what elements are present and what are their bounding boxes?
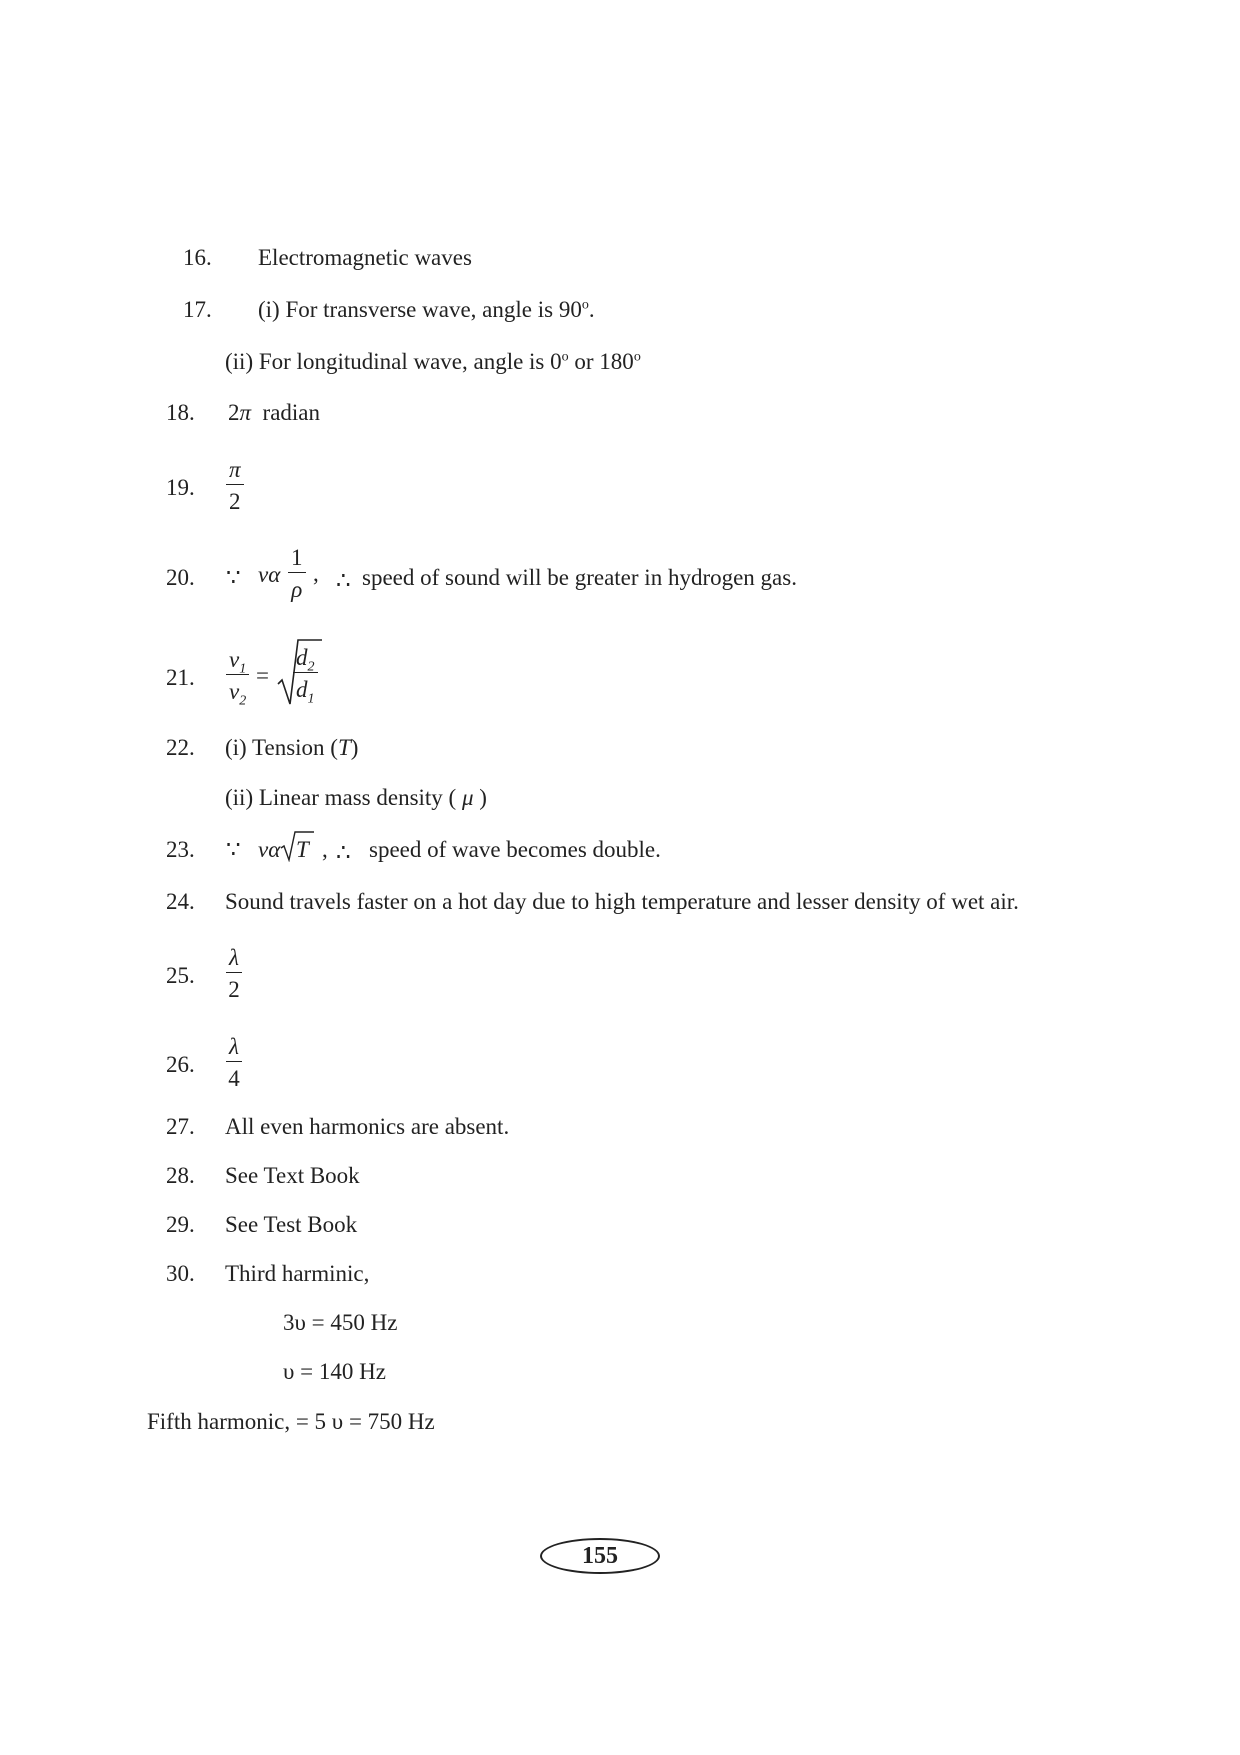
answer-28-text: See Text Book — [225, 1163, 360, 1188]
answer-19-fraction: $\frac{\pi}{2}$ — [226, 458, 244, 513]
answer-21-left-fraction: $\frac{v_1}{v_2}$ — [226, 648, 249, 703]
answer-22-line1: (i) Tension (T) — [225, 735, 359, 760]
answer-30-eq1: 3υ = 450 Hz — [283, 1310, 398, 1335]
answer-23-expr: vα — [258, 837, 281, 862]
answer-number-19: 19. — [166, 475, 195, 500]
answer-16-text: Electromagnetic waves — [258, 245, 472, 270]
answer-number-22: 22. — [166, 735, 195, 760]
answer-number-26: 26. — [166, 1052, 195, 1077]
answer-number-23: 23. — [166, 837, 195, 862]
answer-17-line1: (i) For transverse wave, angle is 90$^o$. — [258, 297, 595, 322]
answer-24-text: Sound travels faster on a hot day due to high temperature and lesser density of wet air. — [225, 889, 1019, 914]
answer-number-20: 20. — [166, 565, 195, 590]
answer-21-right-fraction: $\frac{d_2}{d_1}$ — [293, 646, 318, 701]
answer-20-expr: vα — [258, 562, 281, 587]
page-number: 155 — [540, 1538, 660, 1574]
therefore-symbol: ∴ — [336, 568, 351, 593]
because-symbol: ∵ — [226, 565, 241, 590]
answer-20-fraction: $\frac{1}{\rho}$ — [288, 546, 306, 601]
answer-number-17: 17. — [183, 297, 212, 322]
answer-number-27: 27. — [166, 1114, 195, 1139]
answer-number-21: 21. — [166, 665, 195, 690]
answer-25-fraction: $\frac{\lambda}{2}$ — [226, 946, 242, 1001]
answer-number-30: 30. — [166, 1261, 195, 1286]
answer-22-line2: (ii) Linear mass density ( μ ) — [225, 785, 487, 810]
answer-29-text: See Test Book — [225, 1212, 358, 1237]
answer-23-var: T — [296, 837, 309, 862]
answer-number-18: 18. — [166, 400, 195, 425]
answer-number-28: 28. — [166, 1163, 195, 1188]
answer-26-fraction: $\frac{\lambda}{4}$ — [226, 1035, 242, 1090]
answer-23-text: speed of wave becomes double. — [369, 837, 661, 862]
because-symbol: ∵ — [226, 837, 241, 862]
answer-17-line2: (ii) For longitudinal wave, angle is 0$^o$ or 180$^o$ — [225, 349, 641, 374]
answer-number-29: 29. — [166, 1212, 195, 1237]
answer-21-equals: = — [256, 663, 269, 688]
answer-20-text: speed of sound will be greater in hydrogen gas. — [362, 565, 797, 590]
answer-18-text: 2π radian — [228, 400, 320, 425]
therefore-symbol: ∴ — [336, 840, 351, 865]
answer-number-24: 24. — [166, 889, 195, 914]
answer-23-sep: , — [322, 837, 328, 862]
answer-30-eq2: υ = 140 Hz — [283, 1359, 386, 1384]
answer-number-16: 16. — [183, 245, 212, 270]
answer-30-text: Third harminic, — [225, 1261, 370, 1286]
answer-number-25: 25. — [166, 963, 195, 988]
fifth-harmonic-line: Fifth harmonic, = 5 υ = 750 Hz — [147, 1409, 435, 1434]
answer-20-comma: , — [313, 561, 319, 586]
answer-27-text: All even harmonics are absent. — [225, 1114, 510, 1139]
